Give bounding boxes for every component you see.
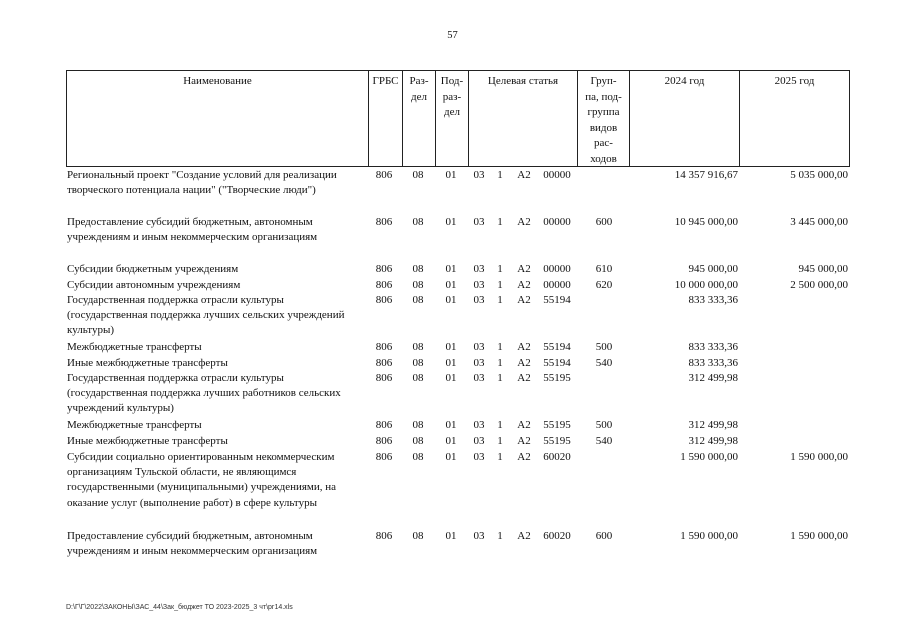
row-grbs: 806 [375, 435, 393, 447]
row-name: Государственная поддержка отрасли культуры (государственная поддержка лучших сельских учреждений культуры) [67, 294, 345, 337]
row-target-4: 55195 [543, 372, 571, 384]
row-target-4: 00000 [543, 216, 571, 228]
row-target-2: 1 [497, 530, 503, 542]
row-target-1: 03 [473, 419, 485, 431]
row-grbs: 806 [375, 530, 393, 542]
row-2024: 833 333,36 [688, 341, 738, 353]
row-podrazdel: 01 [445, 357, 457, 369]
row-target-2: 1 [497, 169, 503, 181]
row-name: Иные межбюджетные трансферты [67, 435, 228, 447]
row-razdel: 08 [412, 530, 424, 542]
row-group: 600 [595, 530, 613, 542]
row-2024: 945 000,00 [688, 263, 738, 275]
row-target-1: 03 [473, 169, 485, 181]
row-target-1: 03 [473, 294, 485, 306]
row-2024: 1 590 000,00 [680, 451, 738, 463]
page-number: 57 [447, 30, 458, 41]
header-expense-group: Груп- па, под- группа видов рас- ходов [577, 71, 629, 166]
row-grbs: 806 [375, 372, 393, 384]
row-2025: 2 500 000,00 [790, 279, 848, 291]
row-target-2: 1 [497, 341, 503, 353]
row-target-4: 55195 [543, 435, 571, 447]
row-target-1: 03 [473, 263, 485, 275]
row-name: Предоставление субсидий бюджетным, автономным учреждениям и иным некоммерческим организациям [67, 216, 318, 244]
file-path-footer: D:\Г\Г\2022\ЗАКОНЫ\ЗАС_44\Зак_бюджет ТО 2023-2025_3 чт\рг14.xls [66, 604, 293, 611]
row-target-1: 03 [473, 279, 485, 291]
row-target-1: 03 [473, 357, 485, 369]
row-target-3: А2 [517, 169, 531, 181]
row-razdel: 08 [412, 279, 424, 291]
row-target-4: 60020 [543, 530, 571, 542]
row-2024: 14 357 916,67 [674, 169, 738, 181]
row-podrazdel: 01 [445, 530, 457, 542]
row-grbs: 806 [375, 357, 393, 369]
row-razdel: 08 [412, 263, 424, 275]
header-target-article: Целевая статья [468, 71, 577, 166]
row-name: Субсидии бюджетным учреждениям [67, 263, 239, 275]
row-2025: 5 035 000,00 [790, 169, 848, 181]
row-target-2: 1 [497, 372, 503, 384]
row-group: 620 [595, 279, 613, 291]
row-2025: 945 000,00 [798, 263, 848, 275]
header-grbs: ГРБС [368, 71, 402, 166]
row-name: Государственная поддержка отрасли культуры (государственная поддержка лучших работников сельских учреждений культуры) [67, 372, 341, 415]
header-name: Наименование [183, 75, 252, 87]
row-razdel: 08 [412, 419, 424, 431]
row-2024: 312 499,98 [688, 435, 738, 447]
row-group: 500 [595, 341, 613, 353]
row-target-2: 1 [497, 357, 503, 369]
row-razdel: 08 [412, 294, 424, 306]
row-target-4: 55194 [543, 294, 571, 306]
row-group: 540 [595, 435, 613, 447]
row-target-3: А2 [517, 341, 531, 353]
row-target-3: А2 [517, 279, 531, 291]
row-2024: 10 000 000,00 [674, 279, 738, 291]
row-name: Субсидии социально ориентированным некоммерческим организациям Тульской области, не являющимся государственными (муниципальными) учреждениями, на оказание услуг (выполнение работ) в сфере культуры [67, 451, 337, 509]
row-target-2: 1 [497, 263, 503, 275]
row-target-3: А2 [517, 263, 531, 275]
row-podrazdel: 01 [445, 341, 457, 353]
row-razdel: 08 [412, 169, 424, 181]
row-target-4: 55194 [543, 357, 571, 369]
row-name: Межбюджетные трансферты [67, 341, 202, 353]
row-target-3: А2 [517, 419, 531, 431]
row-podrazdel: 01 [445, 263, 457, 275]
row-2025: 3 445 000,00 [790, 216, 848, 228]
header-2025: 2025 год [739, 71, 849, 166]
row-target-4: 55195 [543, 419, 571, 431]
row-name: Субсидии автономным учреждениям [67, 279, 241, 291]
row-target-3: А2 [517, 451, 531, 463]
row-target-1: 03 [473, 341, 485, 353]
row-target-3: А2 [517, 435, 531, 447]
row-grbs: 806 [375, 169, 393, 181]
header-podrazdel: Под- раз- дел [435, 71, 468, 166]
row-target-4: 55194 [543, 341, 571, 353]
row-podrazdel: 01 [445, 279, 457, 291]
row-podrazdel: 01 [445, 451, 457, 463]
row-target-2: 1 [497, 419, 503, 431]
row-razdel: 08 [412, 451, 424, 463]
row-razdel: 08 [412, 372, 424, 384]
row-grbs: 806 [375, 263, 393, 275]
row-razdel: 08 [412, 341, 424, 353]
row-grbs: 806 [375, 451, 393, 463]
row-target-2: 1 [497, 451, 503, 463]
row-razdel: 08 [412, 357, 424, 369]
row-target-3: А2 [517, 294, 531, 306]
row-2024: 833 333,36 [688, 357, 738, 369]
row-name: Межбюджетные трансферты [67, 419, 202, 431]
row-target-4: 00000 [543, 169, 571, 181]
row-razdel: 08 [412, 216, 424, 228]
row-group: 610 [595, 263, 613, 275]
row-2025: 1 590 000,00 [790, 451, 848, 463]
row-podrazdel: 01 [445, 294, 457, 306]
row-grbs: 806 [375, 294, 393, 306]
row-2024: 312 499,98 [688, 419, 738, 431]
row-target-1: 03 [473, 435, 485, 447]
row-podrazdel: 01 [445, 169, 457, 181]
row-group: 540 [595, 357, 613, 369]
row-target-4: 00000 [543, 263, 571, 275]
row-podrazdel: 01 [445, 216, 457, 228]
row-target-2: 1 [497, 294, 503, 306]
row-target-4: 00000 [543, 279, 571, 291]
row-podrazdel: 01 [445, 435, 457, 447]
row-target-2: 1 [497, 435, 503, 447]
row-razdel: 08 [412, 435, 424, 447]
row-grbs: 806 [375, 419, 393, 431]
row-group: 500 [595, 419, 613, 431]
row-group: 600 [595, 216, 613, 228]
row-2025: 1 590 000,00 [790, 530, 848, 542]
row-grbs: 806 [375, 279, 393, 291]
row-target-1: 03 [473, 216, 485, 228]
row-target-1: 03 [473, 530, 485, 542]
row-name: Региональный проект "Создание условий для реализации творческого потенциала нации" ("Творческие люди") [67, 169, 337, 197]
row-target-3: А2 [517, 372, 531, 384]
row-target-2: 1 [497, 216, 503, 228]
row-2024: 312 499,98 [688, 372, 738, 384]
row-target-1: 03 [473, 372, 485, 384]
row-podrazdel: 01 [445, 372, 457, 384]
row-name: Иные межбюджетные трансферты [67, 357, 228, 369]
row-2024: 1 590 000,00 [680, 530, 738, 542]
row-target-3: А2 [517, 357, 531, 369]
row-target-2: 1 [497, 279, 503, 291]
row-grbs: 806 [375, 216, 393, 228]
row-target-3: А2 [517, 530, 531, 542]
row-target-1: 03 [473, 451, 485, 463]
row-target-3: А2 [517, 216, 531, 228]
row-2024: 10 945 000,00 [674, 216, 738, 228]
header-razdel: Раз- дел [402, 71, 435, 166]
row-grbs: 806 [375, 341, 393, 353]
header-2024: 2024 год [629, 71, 739, 166]
row-2024: 833 333,36 [688, 294, 738, 306]
row-name: Предоставление субсидий бюджетным, автономным учреждениям и иным некоммерческим организациям [67, 530, 318, 558]
row-target-4: 60020 [543, 451, 571, 463]
row-podrazdel: 01 [445, 419, 457, 431]
